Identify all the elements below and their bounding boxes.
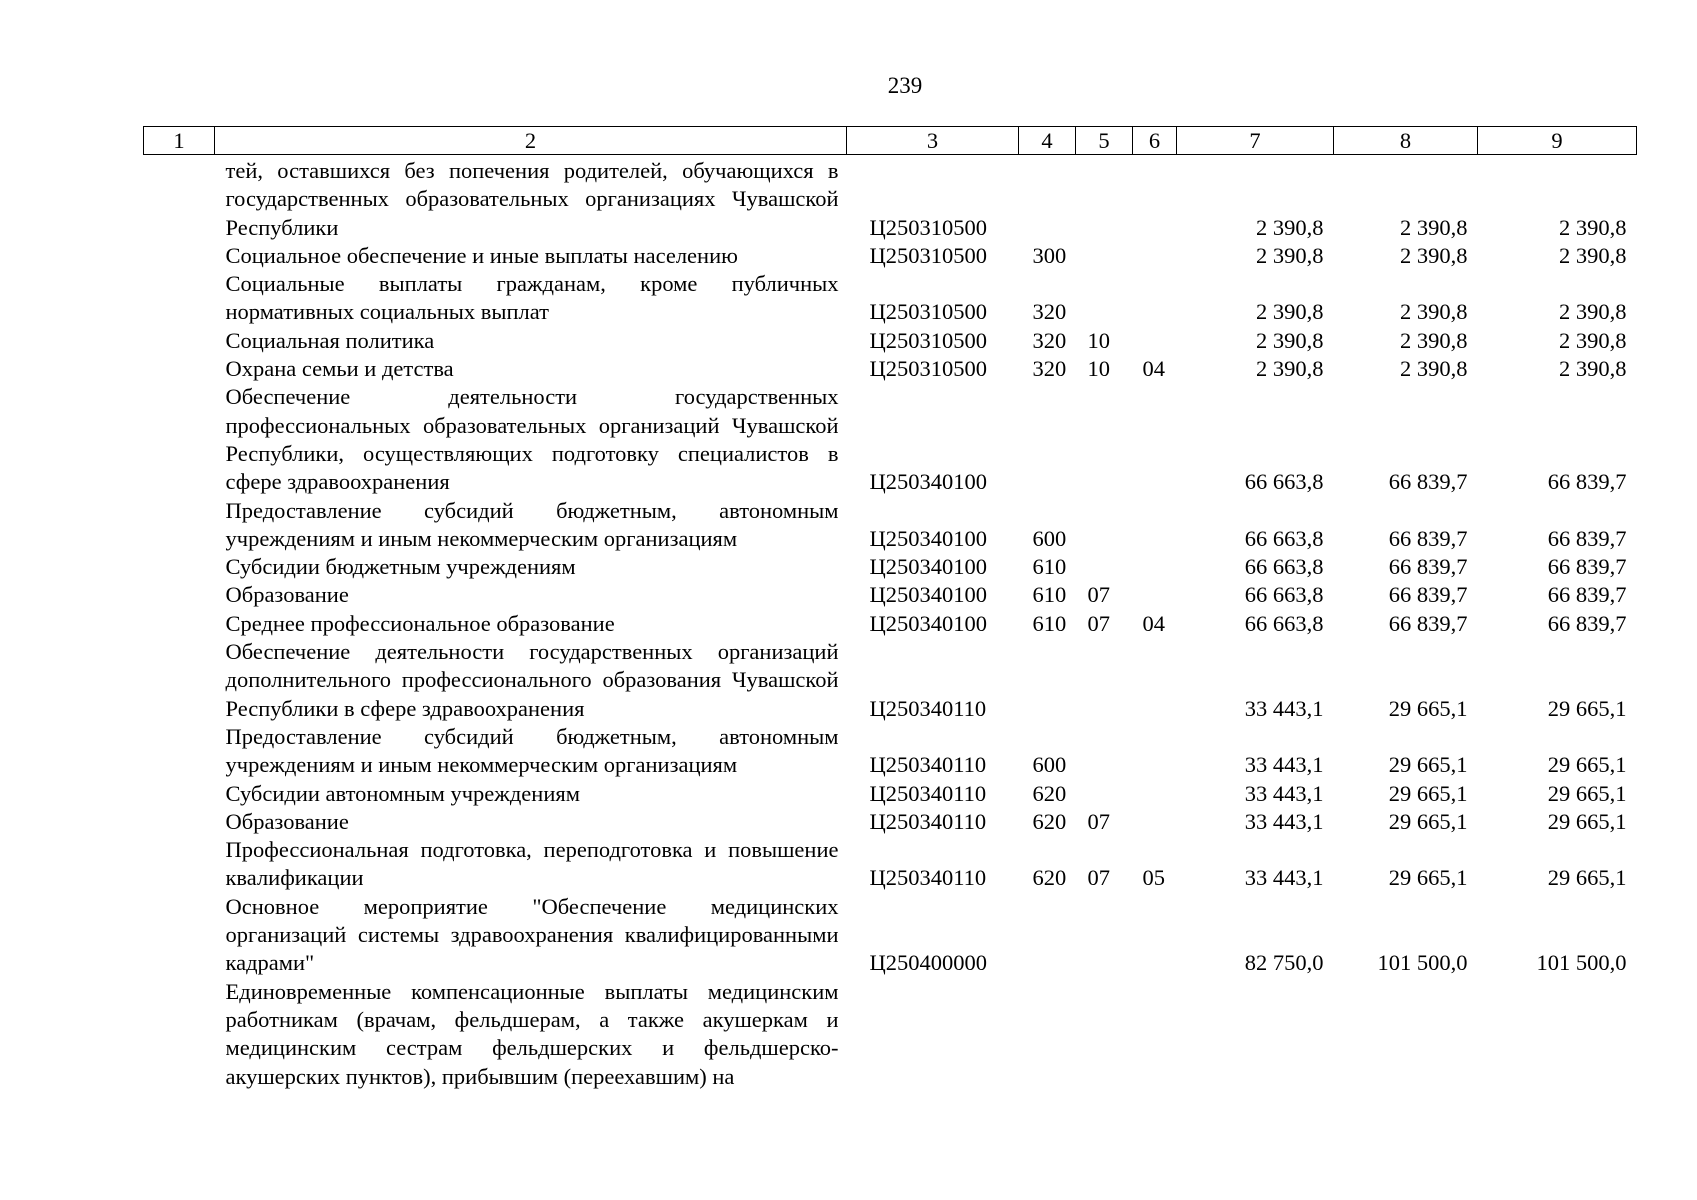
row-expense-type: 320 <box>1032 327 1067 353</box>
row-expense-type: 620 <box>1032 865 1067 891</box>
table-row <box>144 780 1637 808</box>
page-number: 239 <box>887 73 923 98</box>
row-value-col8: 66 839,7 <box>1388 525 1468 551</box>
row-expense-type <box>1019 638 1076 723</box>
header-col-2: 2 <box>215 127 847 155</box>
row-value-col8: 29 665,1 <box>1388 695 1468 721</box>
table-row <box>144 893 1637 978</box>
row-expense-type: 600 <box>1032 752 1067 778</box>
header-col-9: 9 <box>1478 127 1637 155</box>
row-section <box>1076 723 1133 780</box>
row-section: 07 <box>1087 808 1110 834</box>
row-value-col9: 29 665,1 <box>1547 808 1627 834</box>
row-value-col8: 2 390,8 <box>1400 327 1468 353</box>
row-value-col7: 82 750,0 <box>1244 950 1324 976</box>
row-name: Образование <box>225 808 349 834</box>
row-name: Предоставление субсидий бюджетным, автономным учреждениям и иным некоммерческим организациям <box>225 723 839 778</box>
row-name: Субсидии автономным учреждениям <box>225 780 580 806</box>
row-subsection <box>1133 638 1177 723</box>
row-expense-type: 610 <box>1032 582 1067 608</box>
table-row <box>144 355 1637 383</box>
row-value-col9: 66 839,7 <box>1547 469 1627 495</box>
row-value-col8: 66 839,7 <box>1388 469 1468 495</box>
table-row <box>144 581 1637 609</box>
table-row <box>144 978 1637 1091</box>
index-cell <box>144 610 215 638</box>
table-row <box>144 808 1637 836</box>
index-cell <box>144 836 215 893</box>
row-value-col8 <box>1334 978 1478 1091</box>
row-value-col7: 33 443,1 <box>1244 808 1324 834</box>
row-subsection: 04 <box>1142 356 1165 382</box>
row-value-col7: 2 390,8 <box>1256 327 1324 353</box>
row-expense-type <box>1019 155 1076 242</box>
table-row <box>144 723 1637 780</box>
row-target-code: Ц250400000 <box>869 950 987 976</box>
row-expense-type: 620 <box>1032 808 1067 834</box>
index-cell <box>144 355 215 383</box>
index-cell <box>144 383 215 496</box>
row-subsection <box>1133 383 1177 496</box>
row-value-col7: 66 663,8 <box>1244 610 1324 636</box>
row-target-code: Ц250310500 <box>869 242 987 268</box>
row-target-code: Ц250310500 <box>869 299 987 325</box>
table-row <box>144 155 1637 242</box>
row-value-col9: 2 390,8 <box>1559 242 1627 268</box>
row-section <box>1076 155 1133 242</box>
header-col-3: 3 <box>847 127 1019 155</box>
table-row <box>144 383 1637 496</box>
row-value-col8: 29 665,1 <box>1388 808 1468 834</box>
row-target-code: Ц250340110 <box>869 808 987 834</box>
row-value-col9: 2 390,8 <box>1559 327 1627 353</box>
row-target-code: Ц250310500 <box>869 214 987 240</box>
row-subsection <box>1133 723 1177 780</box>
row-section: 10 <box>1087 327 1110 353</box>
header-col-7: 7 <box>1177 127 1334 155</box>
row-expense-type <box>1019 978 1076 1091</box>
index-cell <box>144 978 215 1091</box>
index-cell <box>144 638 215 723</box>
row-target-code: Ц250340100 <box>869 469 987 495</box>
row-value-col8: 29 665,1 <box>1388 752 1468 778</box>
row-name: Профессиональная подготовка, переподготовка и повышение квалификации <box>225 837 839 891</box>
row-name: Среднее профессиональное образование <box>225 610 615 636</box>
row-value-col7: 66 663,8 <box>1244 525 1324 551</box>
row-value-col8: 66 839,7 <box>1388 610 1468 636</box>
index-cell <box>144 723 215 780</box>
row-name: Социальное обеспечение и иные выплаты населению <box>225 242 738 268</box>
index-cell <box>144 270 215 327</box>
row-subsection <box>1133 242 1177 270</box>
row-value-col7: 33 443,1 <box>1244 695 1324 721</box>
row-value-col7: 66 663,8 <box>1244 469 1324 495</box>
row-value-col9 <box>1478 978 1637 1091</box>
row-value-col9: 101 500,0 <box>1536 950 1627 976</box>
header-col-6: 6 <box>1133 127 1177 155</box>
index-cell <box>144 155 215 242</box>
row-value-col7: 33 443,1 <box>1244 780 1324 806</box>
row-section: 07 <box>1087 865 1110 891</box>
row-target-code: Ц250340100 <box>869 610 987 636</box>
row-expense-type: 320 <box>1032 356 1067 382</box>
row-target-code: Ц250340110 <box>869 865 987 891</box>
row-name: Охрана семьи и детства <box>225 356 454 382</box>
table-row <box>144 270 1637 327</box>
row-section: 10 <box>1087 356 1110 382</box>
row-target-code: Ц250340100 <box>869 554 987 580</box>
row-subsection <box>1133 893 1177 978</box>
row-section <box>1076 242 1133 270</box>
row-target-code: Ц250340100 <box>869 582 987 608</box>
row-expense-type: 610 <box>1032 554 1067 580</box>
row-subsection <box>1133 270 1177 327</box>
table-header <box>144 127 1637 155</box>
index-cell <box>144 893 215 978</box>
row-value-col9: 2 390,8 <box>1559 356 1627 382</box>
row-name: Обеспечение деятельности государственных организаций дополнительного профессионального образования Чувашской Республики в сфере здравоохранения <box>225 639 839 721</box>
row-value-col9: 29 665,1 <box>1547 695 1627 721</box>
row-value-col9: 2 390,8 <box>1559 299 1627 325</box>
table-body <box>144 155 1637 1091</box>
row-subsection <box>1133 497 1177 554</box>
row-name: Единовременные компенсационные выплаты медицинским работникам (врачам, фельдшерам, а также акушеркам и медицинским сестрам фельдшерских и фельдшерско-акушерских пунктов), прибывшим (переехавшим) на <box>225 978 839 1089</box>
row-name: тей, оставшихся без попечения родителей, обучающихся в государственных образовательных организациях Чувашской Республики <box>225 158 839 240</box>
row-value-col9: 29 665,1 <box>1547 865 1627 891</box>
header-col-4: 4 <box>1019 127 1076 155</box>
row-section <box>1076 497 1133 554</box>
row-target-code: Ц250340110 <box>869 780 987 806</box>
row-expense-type: 300 <box>1032 242 1067 268</box>
row-value-col9: 66 839,7 <box>1547 554 1627 580</box>
row-value-col7: 33 443,1 <box>1244 752 1324 778</box>
header-col-1: 1 <box>144 127 215 155</box>
index-cell <box>144 327 215 355</box>
row-value-col8: 29 665,1 <box>1388 865 1468 891</box>
row-value-col8: 2 390,8 <box>1400 214 1468 240</box>
row-expense-type: 600 <box>1032 525 1067 551</box>
row-target-code: Ц250340100 <box>869 525 987 551</box>
row-target-code: Ц250340110 <box>869 752 987 778</box>
row-expense-type: 320 <box>1032 299 1067 325</box>
row-subsection <box>1133 780 1177 808</box>
index-cell <box>144 780 215 808</box>
row-subsection <box>1133 327 1177 355</box>
row-section: 07 <box>1087 610 1110 636</box>
row-value-col7: 66 663,8 <box>1244 582 1324 608</box>
row-section <box>1076 553 1133 581</box>
row-name: Обеспечение деятельности государственных профессиональных образовательных организаций Чувашской Республики, осуществляющих подготовку специалистов в сфере здравоохранения <box>225 384 839 495</box>
row-value-col7: 2 390,8 <box>1256 242 1324 268</box>
index-cell <box>144 497 215 554</box>
row-section <box>1076 638 1133 723</box>
row-value-col8: 66 839,7 <box>1388 554 1468 580</box>
row-section <box>1076 978 1133 1091</box>
row-value-col9: 66 839,7 <box>1547 525 1627 551</box>
table-row <box>144 327 1637 355</box>
index-cell <box>144 242 215 270</box>
row-expense-type: 610 <box>1032 610 1067 636</box>
row-subsection: 05 <box>1142 865 1165 891</box>
row-value-col7 <box>1177 978 1334 1091</box>
header-col-5: 5 <box>1076 127 1133 155</box>
row-name: Социальная политика <box>225 327 435 353</box>
row-value-col7: 2 390,8 <box>1256 214 1324 240</box>
table-row <box>144 497 1637 554</box>
header-row <box>144 127 1637 155</box>
row-value-col7: 33 443,1 <box>1244 865 1324 891</box>
table-row <box>144 836 1637 893</box>
row-value-col9: 2 390,8 <box>1559 214 1627 240</box>
row-subsection <box>1133 581 1177 609</box>
row-name: Основное мероприятие "Обеспечение медицинских организаций системы здравоохранения квалифицированными кадрами" <box>225 893 839 976</box>
row-value-col7: 2 390,8 <box>1256 299 1324 325</box>
row-value-col9: 29 665,1 <box>1547 752 1627 778</box>
index-cell <box>144 808 215 836</box>
row-expense-type <box>1019 893 1076 978</box>
row-subsection <box>1133 808 1177 836</box>
row-target-code: Ц250340110 <box>869 695 987 721</box>
row-target-code: Ц250310500 <box>869 356 987 382</box>
row-name: Образование <box>225 582 349 608</box>
index-cell <box>144 553 215 581</box>
row-value-col8: 2 390,8 <box>1400 299 1468 325</box>
row-value-col9: 66 839,7 <box>1547 582 1627 608</box>
row-value-col7: 2 390,8 <box>1256 356 1324 382</box>
row-target-code: Ц250310500 <box>869 327 987 353</box>
budget-table <box>143 126 1637 1091</box>
row-subsection <box>1133 978 1177 1091</box>
row-value-col9: 29 665,1 <box>1547 780 1627 806</box>
row-value-col8: 2 390,8 <box>1400 356 1468 382</box>
table-row <box>144 242 1637 270</box>
row-section: 07 <box>1087 582 1110 608</box>
row-value-col8: 29 665,1 <box>1388 780 1468 806</box>
row-value-col8: 101 500,0 <box>1377 950 1468 976</box>
row-section <box>1076 893 1133 978</box>
index-cell <box>144 581 215 609</box>
row-subsection <box>1133 155 1177 242</box>
row-subsection: 04 <box>1142 610 1165 636</box>
row-section <box>1076 780 1133 808</box>
row-expense-type: 620 <box>1032 780 1067 806</box>
table-row <box>144 553 1637 581</box>
row-section <box>1076 270 1133 327</box>
row-name: Предоставление субсидий бюджетным, автономным учреждениям и иным некоммерческим организациям <box>225 497 839 551</box>
row-value-col8: 66 839,7 <box>1388 582 1468 608</box>
row-name: Субсидии бюджетным учреждениям <box>225 554 576 580</box>
row-subsection <box>1133 553 1177 581</box>
row-name: Социальные выплаты гражданам, кроме публичных нормативных социальных выплат <box>225 271 839 325</box>
table-row <box>144 638 1637 723</box>
row-value-col9: 66 839,7 <box>1547 610 1627 636</box>
table-row <box>144 610 1637 638</box>
row-section <box>1076 383 1133 496</box>
row-expense-type <box>1019 383 1076 496</box>
header-col-8: 8 <box>1334 127 1478 155</box>
row-value-col7: 66 663,8 <box>1244 554 1324 580</box>
row-target-code <box>847 978 1019 1091</box>
row-value-col8: 2 390,8 <box>1400 242 1468 268</box>
